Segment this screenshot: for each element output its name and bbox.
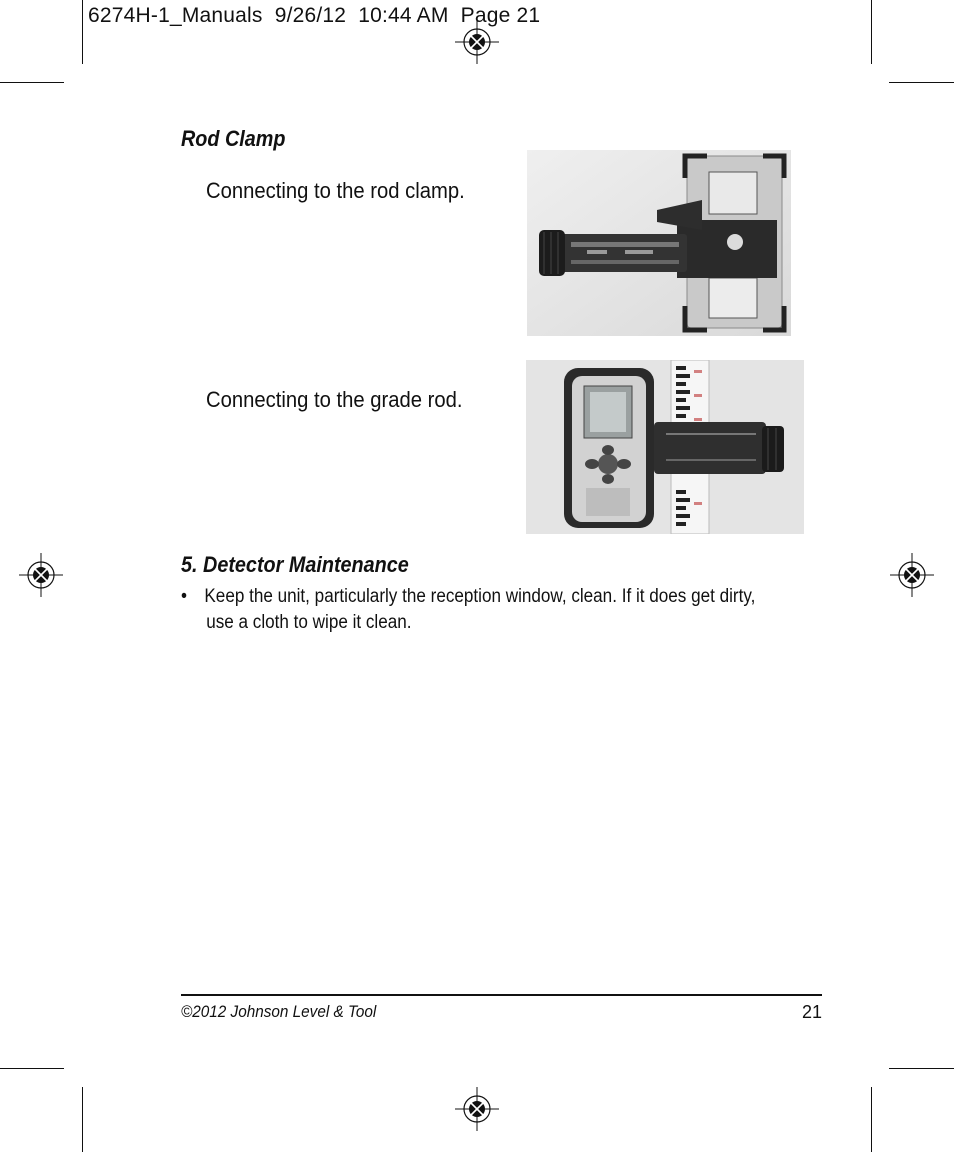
crop-mark-br-v [871,1087,872,1152]
section-heading-rod-clamp: Rod Clamp [181,126,286,151]
slug-date: 9/26/12 [274,4,347,27]
crop-mark-br-h [889,1068,954,1069]
crop-mark-tl-v [82,0,83,64]
registration-mark-icon [455,1087,499,1131]
bullet-text-line-1: Keep the unit, particularly the reception window, clean. If it does get dirty, [204,586,756,607]
photo-rod-clamp [527,150,791,336]
section-heading-detector-maintenance: 5. Detector Maintenance [181,552,409,577]
crop-mark-tr-v [871,0,872,64]
registration-mark-icon [19,553,63,597]
footer-rule [181,994,822,996]
bullet-text-line-2: use a cloth to wipe it clean. [206,612,412,633]
registration-mark-icon [455,20,499,64]
registration-mark-icon [890,553,934,597]
photo-grade-rod [526,360,804,534]
crop-mark-tr-h [889,82,954,83]
bullet-marker: • [181,586,187,607]
slug-file: 6274H-1_Manuals [88,4,263,27]
crop-mark-bl-v [82,1087,83,1152]
caption-grade-rod: Connecting to the grade rod. [206,387,463,412]
crop-mark-tl-h [0,82,64,83]
footer-copyright: ©2012 Johnson Level & Tool [181,1002,377,1021]
slug-time: 10:44 AM [358,4,449,27]
footer-page-number: 21 [801,1002,822,1022]
caption-rod-clamp: Connecting to the rod clamp. [206,178,465,203]
crop-mark-bl-h [0,1068,64,1069]
slug-page: Page 21 [460,4,541,27]
